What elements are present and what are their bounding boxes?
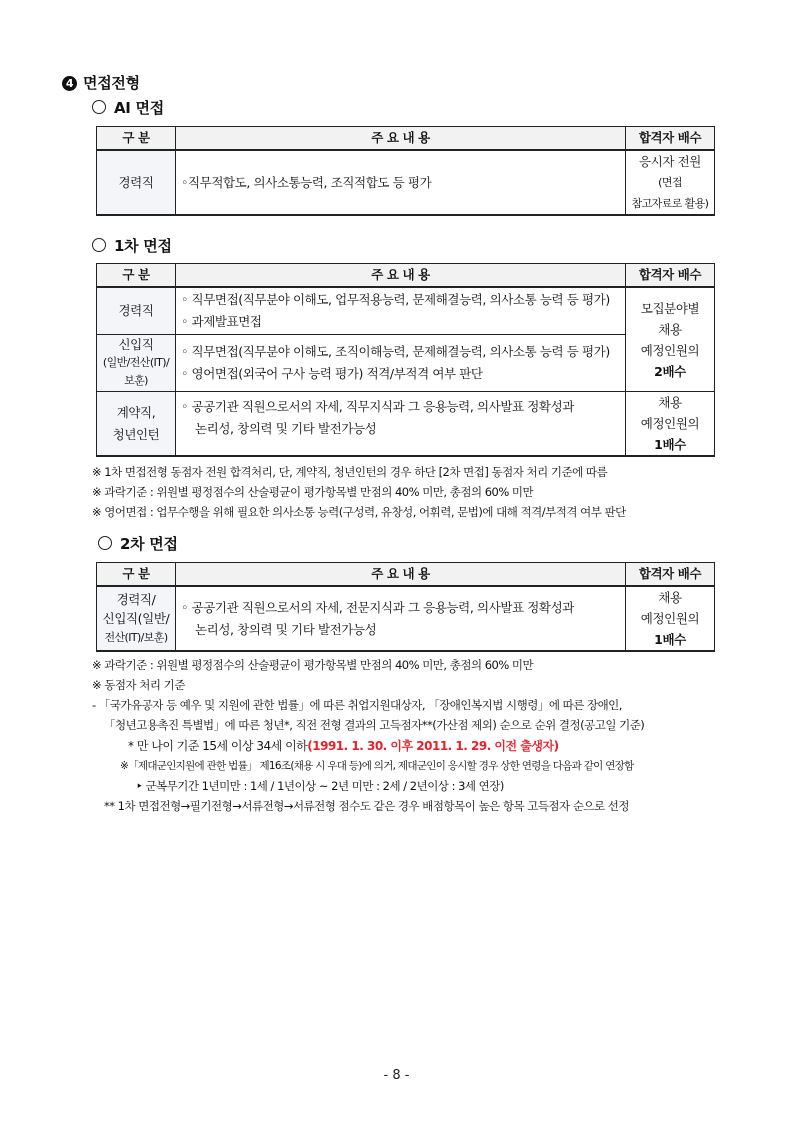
circle-bullet-icon <box>98 536 112 550</box>
content-line: ◦ 과제발표면접 <box>181 314 262 329</box>
header-content: 주 요 내 용 <box>176 127 626 151</box>
multiplier-value: 2배수 <box>654 363 686 379</box>
multiplier-line: 응시자 전원 <box>639 154 701 169</box>
category-cell <box>97 335 176 392</box>
note-line: ※ 1차 면접전형 동점자 전원 합격처리, 단, 계약직, 청년인턴의 경우 하단 [2차 면접] 동점자 처리 기준에 따름 <box>92 465 608 479</box>
category-label: 경력직 <box>118 303 154 318</box>
content-line: ◦ 직무면접(직무분야 이해도, 업무적용능력, 문제해결능력, 의사소통 능력 등 평가) <box>181 292 610 307</box>
table-header-row <box>97 264 715 288</box>
multiplier-line: 참고자료로 활용) <box>631 197 709 210</box>
content-line: ◦ 영어면접(외국어 구사 능력 평가) 적격/부적격 여부 판단 <box>181 366 483 381</box>
header-content: 주 요 내 용 <box>176 264 626 288</box>
second-interview-table <box>96 562 715 652</box>
category-cell <box>97 287 176 335</box>
content-cell <box>176 586 626 651</box>
content-line: ◦ 공공기관 직원으로서의 자세, 전문지식과 그 응용능력, 의사발표 정확성과 <box>181 599 574 615</box>
note-line: - 「국가유공자 등 예우 및 지원에 관한 법률」에 따른 취업지원대상자, 「장애인복지법 시행령」에 따른 장애인, <box>92 698 622 712</box>
circle-bullet-icon <box>92 238 106 252</box>
note-line: ※ 영어면접 : 업무수행을 위해 필요한 의사소통 능력(구성력, 유창성, 어휘력, 문법)에 대해 적격/부적격 여부 판단 <box>92 505 626 519</box>
category-sublabel: (일반/전산(IT)/ <box>102 356 170 369</box>
header-multiplier: 합격자 배수 <box>626 127 715 151</box>
category-cell: 경력직 <box>97 150 176 215</box>
note-line: ※ 동점자 처리 기준 <box>92 678 185 692</box>
table-row <box>97 335 715 392</box>
multiplier-line: 예정인원의 <box>640 416 700 431</box>
section-heading <box>62 72 140 93</box>
first-interview-table <box>96 263 715 457</box>
header-multiplier: 합격자 배수 <box>626 563 715 587</box>
ai-interview-title: AI 면접 <box>114 99 164 117</box>
content-line: ◦ 직무면접(직무분야 이해도, 조직이해능력, 문제해결능력, 의사소통 능력 등 평가) <box>181 344 610 359</box>
first-interview-heading <box>92 235 172 256</box>
note-line: ※ 과락기준 : 위원별 평정점수의 산술평균이 평가항목별 만점의 40% 미만, 총점의 60% 미만 <box>92 485 534 499</box>
page-number: - 8 - <box>383 1068 410 1083</box>
age-highlight: (1991. 1. 30. 이후 2011. 1. 29. 이전 출생자) <box>307 739 559 753</box>
header-category: 구 분 <box>97 563 176 587</box>
second-interview-title: 2차 면접 <box>120 535 178 553</box>
circle-bullet-icon <box>92 100 106 114</box>
content-line: 논리성, 창의력 및 기타 발전가능성 <box>195 421 377 436</box>
category-label: 신입직 <box>118 337 154 352</box>
multiplier-line: (면접 <box>658 176 682 189</box>
age-note <box>128 736 559 756</box>
category-label: 신입직(일반/ <box>102 611 170 626</box>
age-note-text: * 만 나이 기준 15세 이상 34세 이하 <box>128 739 308 753</box>
content-cell <box>176 392 626 457</box>
header-category: 구 분 <box>97 127 176 151</box>
multiplier-line: 채용 <box>658 395 682 410</box>
category-cell <box>97 392 176 457</box>
content-cell <box>176 335 626 392</box>
content-line: 논리성, 창의력 및 기타 발전가능성 <box>195 621 377 637</box>
table-row <box>97 586 715 651</box>
table-row <box>97 150 715 215</box>
veteran-note: ※「제대군인지원에 관한 법률」 제16조(채용 시 우대 등)에 의거, 제대군인이 응시할 경우 상한 연령을 다음과 같이 연장함 <box>120 760 634 772</box>
multiplier-cell <box>626 150 715 215</box>
header-category: 구 분 <box>97 264 176 288</box>
note-line: 「청년고용촉진 특별법」에 따른 청년*, 직전 전형 결과의 고득점자**(가산점 제외) 순으로 순위 결정(공고일 기준) <box>104 718 645 732</box>
section-title: 면접전형 <box>83 74 140 92</box>
first-interview-title: 1차 면접 <box>114 237 172 255</box>
multiplier-cell <box>626 392 715 457</box>
second-interview-heading <box>98 533 178 554</box>
content-cell <box>176 287 626 335</box>
content-cell: ◦직무적합도, 의사소통능력, 조직적합도 등 평가 <box>176 150 626 215</box>
multiplier-cell <box>626 586 715 651</box>
category-sublabel: 보훈) <box>124 374 148 387</box>
multiplier-value: 1배수 <box>654 632 686 647</box>
multiplier-line: 예정인원의 <box>640 342 700 358</box>
tie-order-note: ** 1차 면접전형→필기전형→서류전형→서류전형 점수도 같은 경우 배점항목이 높은 항목 고득점자 순으로 선정 <box>104 799 630 813</box>
category-cell <box>97 586 176 651</box>
multiplier-line: 예정인원의 <box>640 611 700 626</box>
table-header-row <box>97 563 715 587</box>
table-row <box>97 392 715 457</box>
table-header-row <box>97 127 715 151</box>
multiplier-cell <box>626 287 715 392</box>
header-content: 주 요 내 용 <box>176 563 626 587</box>
note-line: ※ 과락기준 : 위원별 평정점수의 산술평균이 평가항목별 만점의 40% 미만, 총점의 60% 미만 <box>92 658 534 672</box>
multiplier-line: 채용 <box>658 590 682 605</box>
ai-interview-heading <box>92 97 164 118</box>
header-multiplier: 합격자 배수 <box>626 264 715 288</box>
content-line: ◦ 공공기관 직원으로서의 자세, 직무지식과 그 응용능력, 의사발표 정확성과 <box>181 399 574 414</box>
category-label: 계약직, <box>116 404 156 420</box>
multiplier-value: 1배수 <box>654 437 686 452</box>
multiplier-line: 채용 <box>658 321 682 337</box>
multiplier-line: 모집분야별 <box>640 300 700 316</box>
veteran-detail: ‣ 군복무기간 1년미만 : 1세 / 1년이상 ~ 2년 미만 : 2세 / 2년이상 : 3세 연장) <box>136 779 504 793</box>
category-label: 전산(IT)/보훈) <box>104 631 168 644</box>
category-label: 청년인턴 <box>112 426 160 442</box>
ai-interview-table <box>96 126 715 216</box>
section-number-badge: 4 <box>62 76 77 91</box>
category-label: 경력직/ <box>116 592 156 607</box>
table-row <box>97 287 715 335</box>
